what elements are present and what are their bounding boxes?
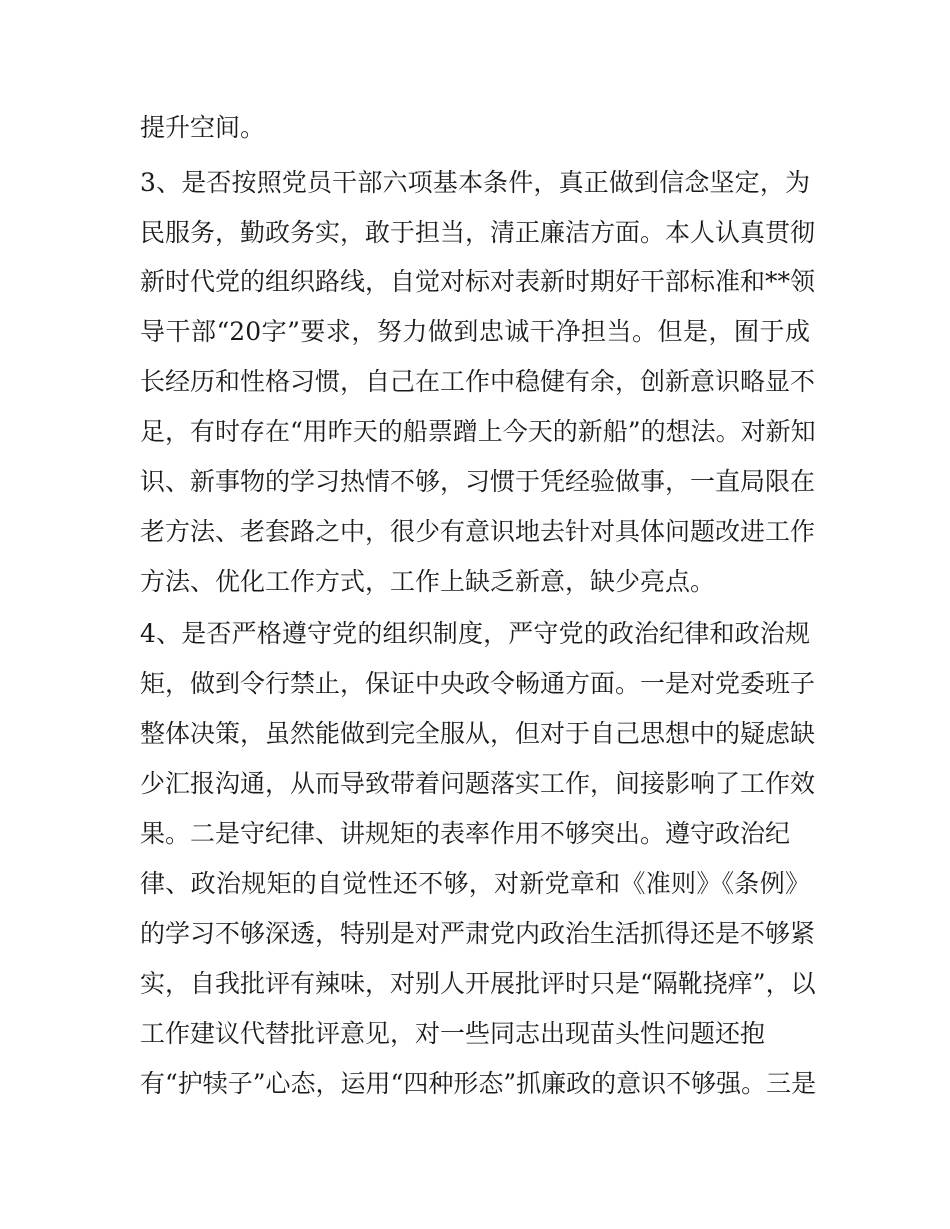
text-line: 导干部“20字”要求，努力做到忠诚干净担当。但是，囿于成 (140, 317, 810, 346)
text-line: 新时代党的组织路线，自觉对标对表新时期好干部标准和**领 (140, 267, 816, 296)
text-line: 实，自我批评有辣味，对别人开展批评时只是“隔靴挠痒”，以 (140, 969, 816, 998)
text-line: 方法、优化工作方式，工作上缺乏新意，缺少亮点。 (140, 567, 716, 596)
text-line: 老方法、老套路之中，很少有意识地去针对具体问题改进工作 (140, 517, 816, 546)
text-line: 4、是否严格遵守党的组织制度，严守党的政治纪律和政治规 (140, 619, 810, 648)
text-line: 律、政治规矩的自觉性还不够，对新党章和《准则》《条例》 (140, 869, 810, 898)
text-line: 识、新事物的学习热情不够，习惯于凭经验做事，一直局限在 (140, 467, 816, 496)
text-line: 的学习不够深透，特别是对严肃党内政治生活抓得还是不够紧 (140, 919, 816, 948)
text-line: 矩，做到令行禁止，保证中央政令畅通方面。一是对党委班子 (140, 669, 816, 698)
text-line: 整体决策，虽然能做到完全服从，但对于自己思想中的疑虑缺 (140, 719, 816, 748)
text-line: 足，有时存在“用昨天的船票蹭上今天的新船”的想法。对新知 (140, 417, 816, 446)
text-line: 工作建议代替批评意见，对一些同志出现苗头性问题还抱 (140, 1019, 766, 1048)
text-line: 民服务，勤政务实，敢于担当，清正廉洁方面。本人认真贯彻 (140, 218, 816, 247)
text-line: 3、是否按照党员干部六项基本条件，真正做到信念坚定，为 (140, 168, 810, 197)
text-line: 提升空间。 (140, 113, 266, 142)
text-line: 果。二是守纪律、讲规矩的表率作用不够突出。遵守政治纪 (140, 819, 791, 848)
text-line: 有“护犊子”心态，运用“四种形态”抓廉政的意识不够强。三是 (140, 1069, 817, 1098)
text-line: 长经历和性格习惯，自己在工作中稳健有余，创新意识略显不 (140, 367, 816, 396)
text-line: 少汇报沟通，从而导致带着问题落实工作，间接影响了工作效 (140, 769, 816, 798)
